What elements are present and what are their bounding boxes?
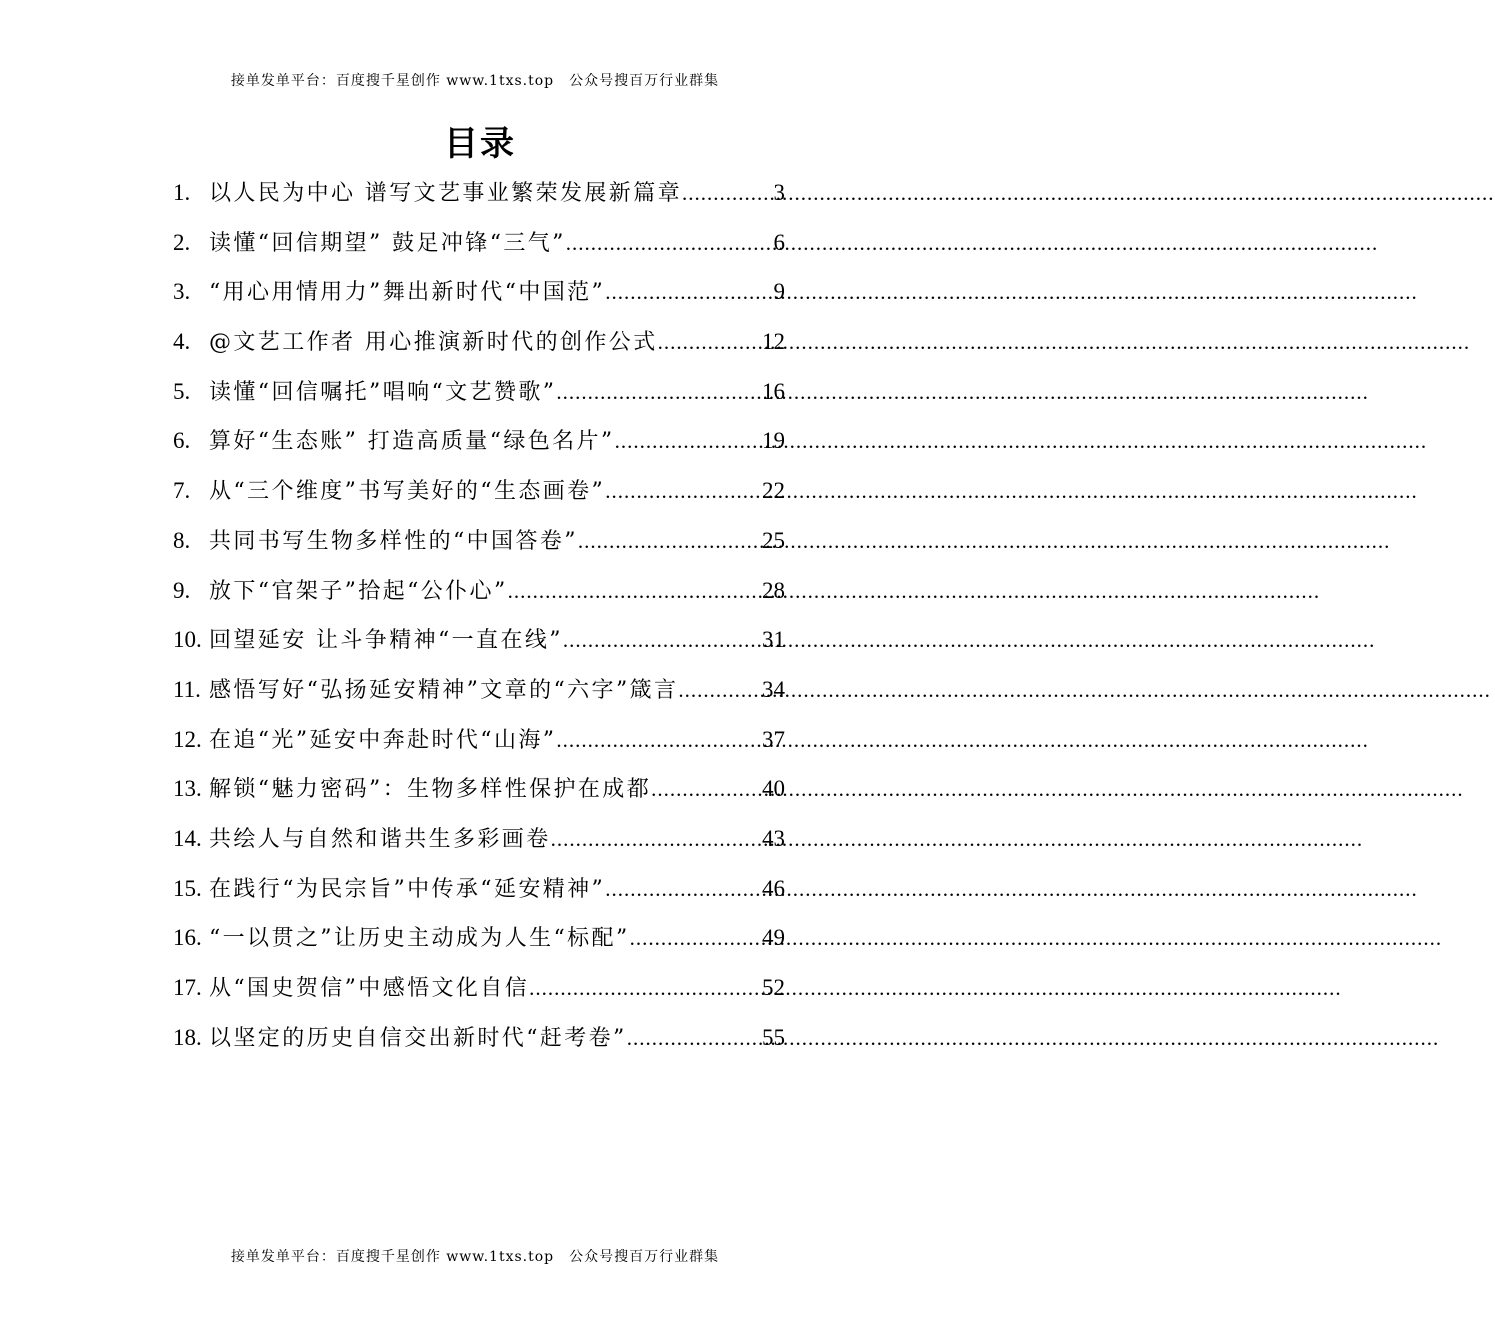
toc-entry[interactable] bbox=[173, 665, 785, 715]
dot-leader bbox=[529, 964, 762, 1014]
toc-entry[interactable] bbox=[173, 516, 785, 566]
toc-entry-number: 12. bbox=[173, 726, 202, 752]
toc-entry-title: 以坚定的历史自信交出新时代“赶考卷” bbox=[209, 1025, 627, 1051]
dot-leader bbox=[682, 169, 774, 219]
toc-entry[interactable] bbox=[173, 764, 785, 814]
toc-entry[interactable] bbox=[173, 814, 785, 864]
toc-entry-page: 28 bbox=[762, 577, 785, 603]
toc-entry-title: 读懂“回信嘱托”唱响“文艺赞歌” bbox=[209, 379, 557, 405]
toc-entry-number: 7. bbox=[173, 478, 191, 504]
toc-entry-page: 52 bbox=[762, 975, 785, 1000]
dot-leader bbox=[566, 219, 774, 269]
toc-entry-page: 37 bbox=[762, 726, 785, 752]
toc-entry-title: 共同书写生物多样性的“中国答卷” bbox=[209, 528, 578, 554]
toc-entry-number: 4. bbox=[173, 329, 191, 355]
toc-entry-title: “一以贯之”让历史主动成为人生“标配” bbox=[209, 926, 630, 952]
dot-leader bbox=[630, 914, 762, 964]
toc-entry-number: 13. bbox=[173, 776, 202, 802]
dot-leader bbox=[578, 517, 762, 567]
dot-leader bbox=[605, 865, 762, 915]
toc-entry-page: 43 bbox=[762, 825, 785, 851]
dot-leader bbox=[563, 616, 762, 666]
table-of-contents bbox=[173, 168, 785, 1062]
toc-entry[interactable] bbox=[173, 615, 785, 665]
toc-entry[interactable] bbox=[173, 218, 785, 268]
toc-entry-number: 11. bbox=[173, 676, 201, 702]
page-title: 目录 bbox=[444, 124, 516, 164]
toc-entry-page: 55 bbox=[762, 1024, 785, 1050]
toc-entry-page: 12 bbox=[762, 329, 785, 355]
toc-entry-number: 3. bbox=[173, 279, 191, 305]
toc-entry-page: 19 bbox=[762, 428, 785, 454]
toc-entry-title: 感悟写好“弘扬延安精神”文章的“六字”箴言 bbox=[209, 677, 679, 703]
toc-entry[interactable] bbox=[173, 566, 785, 616]
toc-entry-title: 回望延安 让斗争精神“一直在线” bbox=[209, 628, 563, 654]
toc-entry-title: 算好“生态账” 打造高质量“绿色名片” bbox=[209, 429, 615, 455]
toc-entry[interactable] bbox=[173, 913, 785, 963]
toc-entry-page: 31 bbox=[762, 627, 785, 653]
toc-entry-number: 5. bbox=[173, 378, 191, 404]
toc-entry[interactable] bbox=[173, 267, 785, 317]
toc-entry[interactable] bbox=[173, 416, 785, 466]
toc-entry[interactable] bbox=[173, 466, 785, 516]
dot-leader bbox=[556, 368, 762, 418]
toc-entry-number: 6. bbox=[173, 428, 191, 454]
toc-entry-title: “用心用情用力”舞出新时代“中国范” bbox=[209, 280, 606, 306]
dot-leader bbox=[627, 1014, 762, 1064]
toc-entry-title: @文艺工作者 用心推演新时代的创作公式 bbox=[209, 330, 658, 356]
toc-entry-title: 从“国史贺信”中感悟文化自信 bbox=[209, 976, 530, 1001]
dot-leader bbox=[605, 467, 762, 517]
toc-entry-page: 22 bbox=[762, 478, 785, 504]
toc-entry-number: 9. bbox=[173, 577, 191, 603]
toc-entry-title: 共绘人与自然和谐共生多彩画卷 bbox=[209, 826, 551, 852]
toc-entry[interactable] bbox=[173, 864, 785, 914]
page-header: 接单发单平台：百度搜千星创作 www.1txs.top 公众号搜百万行业群集 bbox=[230, 73, 720, 89]
dot-leader bbox=[508, 567, 762, 617]
toc-entry-page: 9 bbox=[773, 279, 785, 305]
toc-entry-page: 6 bbox=[773, 229, 785, 255]
toc-entry-page: 3 bbox=[773, 180, 785, 205]
toc-entry-title: 读懂“回信期望” 鼓足冲锋“三气” bbox=[209, 230, 566, 256]
toc-entry-number: 18. bbox=[173, 1024, 202, 1050]
toc-entry[interactable] bbox=[173, 367, 785, 417]
toc-entry-page: 16 bbox=[762, 378, 785, 404]
toc-entry-title: 解锁“魅力密码”：生物多样性保护在成都 bbox=[209, 777, 652, 803]
dot-leader bbox=[615, 417, 762, 467]
toc-entry-number: 15. bbox=[173, 875, 202, 901]
toc-entry-number: 8. bbox=[173, 527, 191, 553]
toc-entry-page: 40 bbox=[762, 776, 785, 802]
toc-entry-page: 34 bbox=[762, 676, 785, 702]
toc-entry-number: 10. bbox=[173, 627, 202, 653]
toc-entry-number: 1. bbox=[173, 180, 191, 205]
toc-entry-page: 46 bbox=[762, 875, 785, 901]
toc-entry-title: 在践行“为民宗旨”中传承“延安精神” bbox=[209, 876, 606, 902]
page-footer: 接单发单平台：百度搜千星创作 www.1txs.top 公众号搜百万行业群集 bbox=[230, 1249, 720, 1265]
dot-leader bbox=[605, 268, 773, 318]
toc-entry-number: 16. bbox=[173, 925, 202, 951]
dot-leader bbox=[658, 318, 762, 368]
toc-entry[interactable] bbox=[173, 1013, 785, 1063]
toc-entry-page: 49 bbox=[762, 925, 785, 951]
toc-entry[interactable] bbox=[173, 715, 785, 765]
toc-entry[interactable] bbox=[173, 317, 785, 367]
dot-leader bbox=[551, 815, 762, 865]
toc-entry[interactable] bbox=[173, 168, 785, 218]
dot-leader bbox=[556, 716, 762, 766]
dot-leader bbox=[678, 666, 762, 716]
toc-entry-number: 14. bbox=[173, 825, 202, 851]
toc-entry-title: 在追“光”延安中奔赴时代“山海” bbox=[209, 727, 557, 753]
toc-entry-title: 以人民为中心 谱写文艺事业繁荣发展新篇章 bbox=[209, 181, 682, 206]
toc-entry-number: 17. bbox=[173, 975, 202, 1000]
toc-entry-number: 2. bbox=[173, 229, 191, 255]
toc-entry-page: 25 bbox=[762, 527, 785, 553]
toc-entry-title: 放下“官架子”拾起“公仆心” bbox=[209, 578, 508, 604]
toc-entry[interactable] bbox=[173, 963, 785, 1013]
toc-entry-title: 从“三个维度”书写美好的“生态画卷” bbox=[209, 479, 606, 505]
dot-leader bbox=[651, 765, 762, 815]
